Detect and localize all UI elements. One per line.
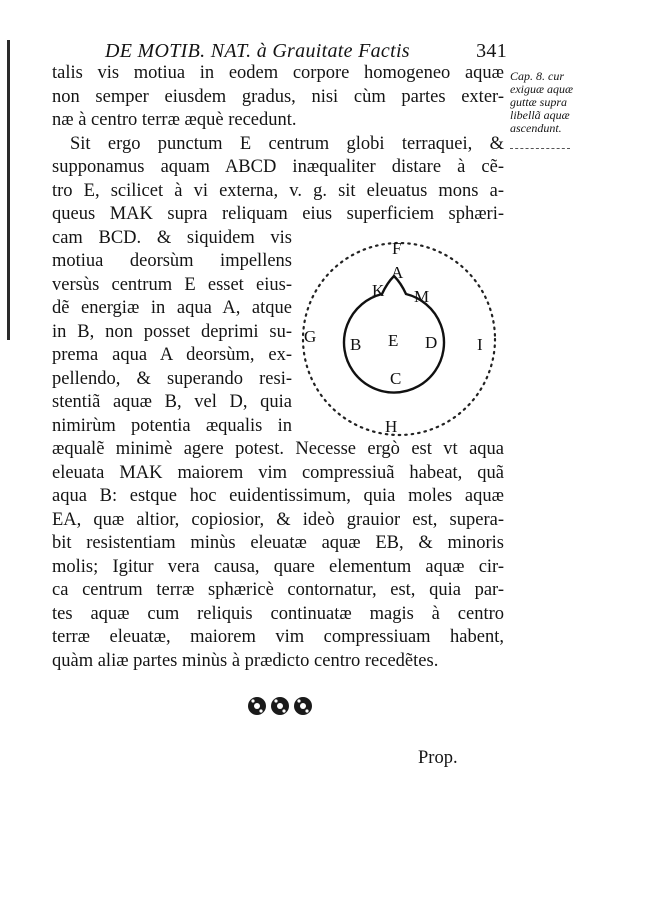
label-h: H <box>385 417 398 436</box>
body-line: pellendo, & superando resi- <box>52 368 292 389</box>
body-line: cam BCD. & siquidem vis <box>52 227 292 248</box>
label-k: K <box>372 281 385 300</box>
margin-note <box>510 70 650 135</box>
body-line: in B, non posset deprimi su- <box>52 321 292 342</box>
page-number: 341 <box>476 40 507 62</box>
label-i: I <box>477 335 483 354</box>
body-line: supponamus aquam ABCD inæqualiter distare à cẽ- <box>52 157 504 177</box>
body-line: non semper eiusdem gradus, nisi cùm partes exter- <box>52 86 504 107</box>
body-line: bit resistentiam minùs eleuatæ aquæ EB, & minoris <box>52 533 504 553</box>
label-d: D <box>425 333 438 352</box>
label-c: C <box>390 369 402 388</box>
label-b: B <box>350 335 362 354</box>
page-edge <box>7 40 10 340</box>
body-line: eleuata MAK maiorem vim compressiuã habeat, quã <box>52 462 504 483</box>
body-line: quàm aliæ partes minùs à prædicto centro recedẽtes. <box>52 650 439 671</box>
catchword: Prop. <box>418 748 458 768</box>
margin-note-line: ascendunt. <box>510 121 562 135</box>
margin-note-line: Cap. 8. cur <box>510 69 564 83</box>
body-line: versùs centrum E esset eius- <box>52 274 292 295</box>
body-line: nimirùm potentia æqualis in <box>52 415 292 436</box>
body-line: stentiã aquæ B, vel D, quia <box>52 392 292 412</box>
body-line: dẽ energiæ in aqua A, atque <box>52 298 292 318</box>
printers-ornament <box>245 690 315 722</box>
body-line: næ à centro terræ æquè recedunt. <box>52 110 297 130</box>
label-e: E <box>388 331 399 350</box>
body-line: æqualẽ minimè agere potest. Necesse ergò est vt aqua <box>52 439 504 459</box>
margin-note-line: exiguæ aquæ <box>510 82 573 96</box>
body-line: Sit ergo punctum E centrum globi terraquei, & <box>70 133 504 154</box>
body-line: motiua deorsùm impellens <box>52 251 292 271</box>
margin-note-line: guttæ supra <box>510 95 568 109</box>
globe-diagram-svg <box>292 238 504 440</box>
running-header <box>105 40 505 63</box>
label-m: M <box>414 287 430 306</box>
label-f: F <box>392 239 402 258</box>
body-line: queus MAK supra reliquam eius superficiem sphæri- <box>52 204 504 224</box>
body-line: aqua B: estque hoc euidentissimum, quia moles aquæ <box>52 486 504 506</box>
globe-diagram <box>292 238 504 440</box>
body-line: tro E, scilicet à vi externa, v. g. sit eleuatus mons a- <box>52 180 504 201</box>
body-line: EA, quæ altior, copiosior, & ideò grauior est, supera- <box>52 509 504 530</box>
body-line: ca centrum terræ sphæricè contornatur, est, quia par- <box>52 580 504 600</box>
ornament-svg <box>245 690 315 722</box>
margin-note-rule <box>510 148 570 149</box>
margin-note-line: libellã aquæ <box>510 108 570 122</box>
body-line: talis vis motiua in eodem corpore homogeneo aquæ <box>52 63 504 83</box>
body-line: terræ eleuatæ, maiorem vim compressiuam habent, <box>52 627 504 647</box>
body-line: molis; Igitur vera causa, quare elementum aquæ cir- <box>52 556 504 577</box>
body-line: prema aqua A deorsùm, ex- <box>52 345 292 365</box>
running-title: DE MOTIB. NAT. à Grauitate Factis <box>105 40 410 62</box>
body-line: tes aquæ cum reliquis continuatæ magis à centro <box>52 603 504 624</box>
label-a: A <box>391 263 404 282</box>
label-g: G <box>304 327 317 346</box>
